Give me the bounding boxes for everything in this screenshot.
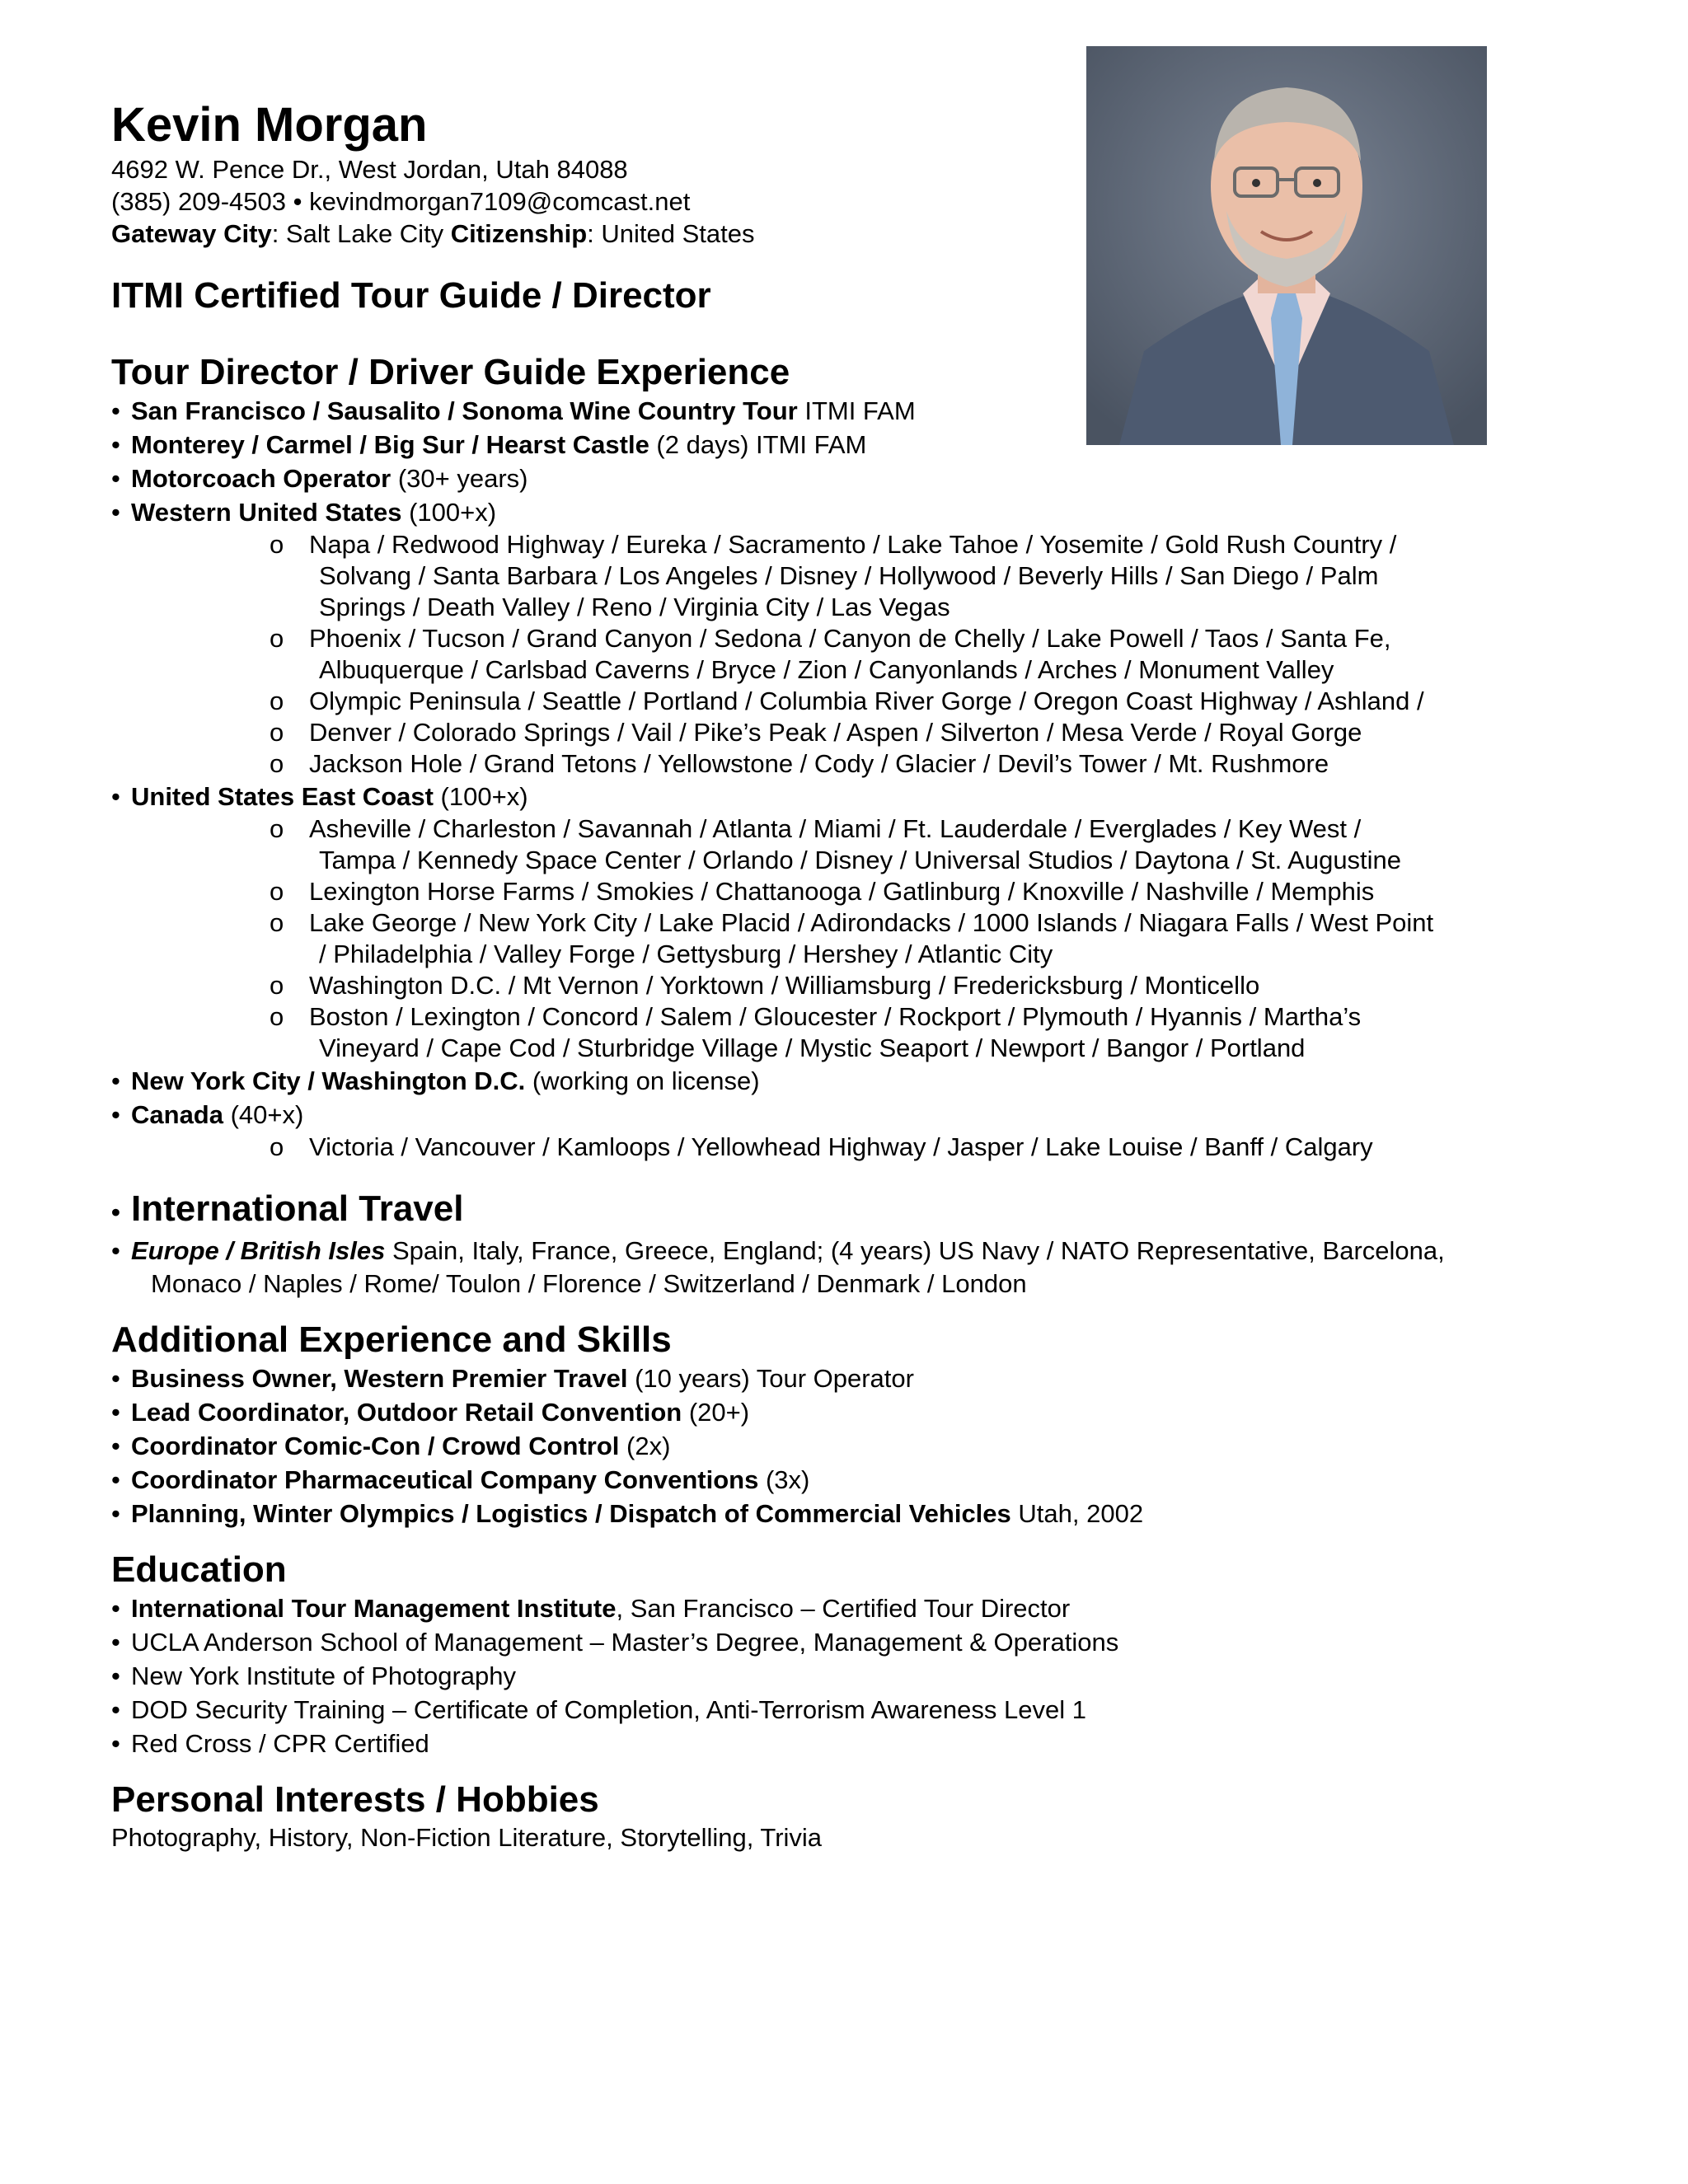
circle-bullet-icon: o — [270, 687, 284, 715]
bullet-icon: • — [111, 1236, 120, 1265]
circle-bullet-icon: o — [270, 814, 284, 843]
experience-item — [111, 428, 1595, 462]
sub-item — [111, 876, 1595, 907]
experience-title: Tour Director / Driver Guide Experience — [111, 352, 790, 392]
sub-item — [111, 748, 1595, 780]
bullet-icon: • — [111, 1100, 120, 1129]
item-rest: , San Francisco – Certified Tour Director — [616, 1594, 1071, 1623]
education-item — [111, 1659, 1595, 1693]
item-bold: San Francisco / Sausalito / Sonoma Wine Country Tour — [131, 396, 798, 425]
circle-bullet-icon: o — [270, 1002, 284, 1031]
sub-line: Springs / Death Valley / Reno / Virginia City / Las Vegas — [319, 593, 950, 621]
experience-item — [111, 1098, 1595, 1132]
sub-line: Denver / Colorado Springs / Vail / Pike’s Peak / Aspen / Silverton / Mesa Verde / Royal Gorge — [309, 718, 1362, 747]
education-item — [111, 1693, 1595, 1727]
europe-line2: Monaco / Naples / Rome/ Toulon / Florence / Switzerland / Denmark / London — [151, 1269, 1027, 1298]
circle-bullet-icon: o — [270, 908, 284, 937]
bullet-icon: • — [111, 430, 120, 459]
sub-line: Tampa / Kennedy Space Center / Orlando / Disney / Universal Studios / Daytona / St. Augustine — [319, 846, 1402, 874]
circle-bullet-icon: o — [270, 749, 284, 778]
bullet-icon: • — [111, 1197, 120, 1226]
item-rest: (working on license) — [525, 1066, 760, 1095]
sub-item — [111, 907, 1595, 970]
education-item — [111, 1727, 1595, 1760]
phone-email: (385) 209-4503 • kevindmorgan7109@comcast.net — [111, 187, 691, 216]
bullet-icon: • — [111, 1364, 120, 1393]
experience-item — [111, 394, 1595, 428]
item-rest: (3x) — [758, 1465, 810, 1494]
item-rest: New York Institute of Photography — [131, 1661, 517, 1690]
circle-bullet-icon: o — [270, 971, 284, 1000]
circle-bullet-icon: o — [270, 530, 284, 559]
bullet-icon: • — [111, 1398, 120, 1427]
item-bold: Europe / British Isles — [131, 1236, 386, 1265]
bullet-icon: • — [111, 1499, 120, 1528]
item-bold: Coordinator Comic-Con / Crowd Control — [131, 1432, 620, 1460]
bullet-icon: • — [111, 1729, 120, 1758]
circle-bullet-icon: o — [270, 1132, 284, 1161]
item-rest: (30+ years) — [391, 464, 528, 493]
circle-bullet-icon: o — [270, 624, 284, 653]
item-bold: Monterey / Carmel / Big Sur / Hearst Castle — [131, 430, 649, 459]
bullet-icon: • — [111, 1661, 120, 1690]
experience-item — [111, 495, 1595, 529]
additional-item — [111, 1429, 1595, 1463]
sub-line: Napa / Redwood Highway / Eureka / Sacramento / Lake Tahoe / Yosemite / Gold Rush Country / — [309, 530, 1397, 559]
item-rest: (2x) — [619, 1432, 671, 1460]
item-rest: (100+x) — [401, 498, 497, 527]
sub-item — [111, 1132, 1595, 1163]
sub-item — [111, 970, 1595, 1001]
item-rest: ITMI FAM — [797, 396, 916, 425]
item-bold: Canada — [131, 1100, 223, 1129]
sub-line: Asheville / Charleston / Savannah / Atlanta / Miami / Ft. Lauderdale / Everglades / Key West / — [309, 814, 1362, 843]
item-rest: UCLA Anderson School of Management – Master’s Degree, Management & Operations — [131, 1628, 1119, 1657]
item-bold: United States East Coast — [131, 782, 434, 811]
item-rest: DOD Security Training – Certificate of Completion, Anti-Terrorism Awareness Level 1 — [131, 1695, 1086, 1724]
gateway-value: : Salt Lake City — [271, 219, 451, 248]
sub-item — [111, 813, 1595, 876]
sub-line: Albuquerque / Carlsbad Caverns / Bryce / Zion / Canyonlands / Arches / Monument Valley — [319, 655, 1334, 684]
item-bold: Business Owner, Western Premier Travel — [131, 1364, 628, 1393]
additional-item — [111, 1497, 1595, 1530]
bullet-icon: • — [111, 1695, 120, 1724]
sub-item — [111, 623, 1595, 686]
item-rest: (2 days) ITMI FAM — [649, 430, 867, 459]
item-bold: Planning, Winter Olympics / Logistics / Dispatch of Commercial Vehicles — [131, 1499, 1011, 1528]
address: 4692 W. Pence Dr., West Jordan, Utah 84088 — [111, 155, 628, 184]
sub-line: Washington D.C. / Mt Vernon / Yorktown / Williamsburg / Fredericksburg / Monticello — [309, 971, 1260, 1000]
certification-title: ITMI Certified Tour Guide / Director — [111, 275, 711, 316]
additional-item — [111, 1463, 1595, 1497]
bullet-icon: • — [111, 464, 120, 493]
item-bold: Coordinator Pharmaceutical Company Conventions — [131, 1465, 759, 1494]
additional-item — [111, 1361, 1595, 1395]
item-bold: Motorcoach Operator — [131, 464, 392, 493]
education-item — [111, 1591, 1595, 1625]
experience-item — [111, 462, 1595, 495]
international-title-text: International Travel — [131, 1188, 464, 1229]
item-rest: Utah, 2002 — [1010, 1499, 1144, 1528]
sub-line: Victoria / Vancouver / Kamloops / Yellowhead Highway / Jasper / Lake Louise / Banff / Calgary — [309, 1132, 1373, 1161]
experience-item — [111, 780, 1595, 813]
item-rest: (10 years) Tour Operator — [627, 1364, 914, 1393]
bullet-icon: • — [111, 1465, 120, 1494]
sub-line: Jackson Hole / Grand Tetons / Yellowstone / Cody / Glacier / Devil’s Tower / Mt. Rushmore — [309, 749, 1329, 778]
sub-line: Boston / Lexington / Concord / Salem / Gloucester / Rockport / Plymouth / Hyannis / Martha’s — [309, 1002, 1362, 1031]
sub-line: Solvang / Santa Barbara / Los Angeles / Disney / Hollywood / Beverly Hills / San Diego / Palm — [319, 561, 1379, 590]
resume-page — [111, 97, 1595, 1854]
item-bold: New York City / Washington D.C. — [131, 1066, 526, 1095]
bullet-icon: • — [111, 782, 120, 811]
item-rest: (40+x) — [223, 1100, 304, 1129]
additional-title: Additional Experience and Skills — [111, 1319, 672, 1360]
sub-item — [111, 686, 1595, 717]
sub-item — [111, 529, 1595, 623]
bullet-icon: • — [111, 396, 120, 425]
circle-bullet-icon: o — [270, 718, 284, 747]
international-title — [111, 1188, 1595, 1234]
item-rest: (20+) — [682, 1398, 750, 1427]
sub-line: Phoenix / Tucson / Grand Canyon / Sedona / Canyon de Chelly / Lake Powell / Taos / Santa Fe, — [309, 624, 1391, 653]
item-rest: (100+x) — [433, 782, 528, 811]
bullet-icon: • — [111, 1594, 120, 1623]
sub-item — [111, 717, 1595, 748]
sub-line: / Philadelphia / Valley Forge / Gettysburg / Hershey / Atlantic City — [319, 940, 1053, 968]
item-rest: Spain, Italy, France, Greece, England; (4 years) US Navy / NATO Representative, Barcelona, — [385, 1236, 1445, 1265]
bullet-icon: • — [111, 1066, 120, 1095]
sub-line: Vineyard / Cape Cod / Sturbridge Village / Mystic Seaport / Newport / Bangor / Portland — [319, 1033, 1306, 1062]
bullet-icon: • — [111, 1432, 120, 1460]
citizenship-label: Citizenship — [450, 219, 588, 248]
gateway-label: Gateway City — [111, 219, 272, 248]
education-title: Education — [111, 1549, 287, 1590]
bullet-icon: • — [111, 498, 120, 527]
education-item — [111, 1625, 1595, 1659]
europe-item — [111, 1234, 1595, 1268]
person-name: Kevin Morgan — [111, 98, 428, 152]
sub-line: Lake George / New York City / Lake Placid / Adirondacks / 1000 Islands / Niagara Falls / West Point — [309, 908, 1434, 937]
interests-title: Personal Interests / Hobbies — [111, 1779, 599, 1820]
interests-text: Photography, History, Non-Fiction Literature, Storytelling, Trivia — [111, 1823, 823, 1852]
experience-item — [111, 1064, 1595, 1098]
sub-item — [111, 1001, 1595, 1064]
bullet-icon: • — [111, 1628, 120, 1657]
circle-bullet-icon: o — [270, 877, 284, 906]
item-bold: Western United States — [131, 498, 402, 527]
gateway-citizenship — [111, 218, 1595, 250]
sub-line: Lexington Horse Farms / Smokies / Chattanooga / Gatlinburg / Knoxville / Nashville / Memphis — [309, 877, 1375, 906]
item-rest: Red Cross / CPR Certified — [131, 1729, 429, 1758]
additional-item — [111, 1395, 1595, 1429]
item-bold: International Tour Management Institute — [131, 1594, 617, 1623]
sub-line: Olympic Peninsula / Seattle / Portland / Columbia River Gorge / Oregon Coast Highway / Ashland / — [309, 687, 1424, 715]
citizenship-value: : United States — [587, 219, 755, 248]
item-bold: Lead Coordinator, Outdoor Retail Convention — [131, 1398, 682, 1427]
